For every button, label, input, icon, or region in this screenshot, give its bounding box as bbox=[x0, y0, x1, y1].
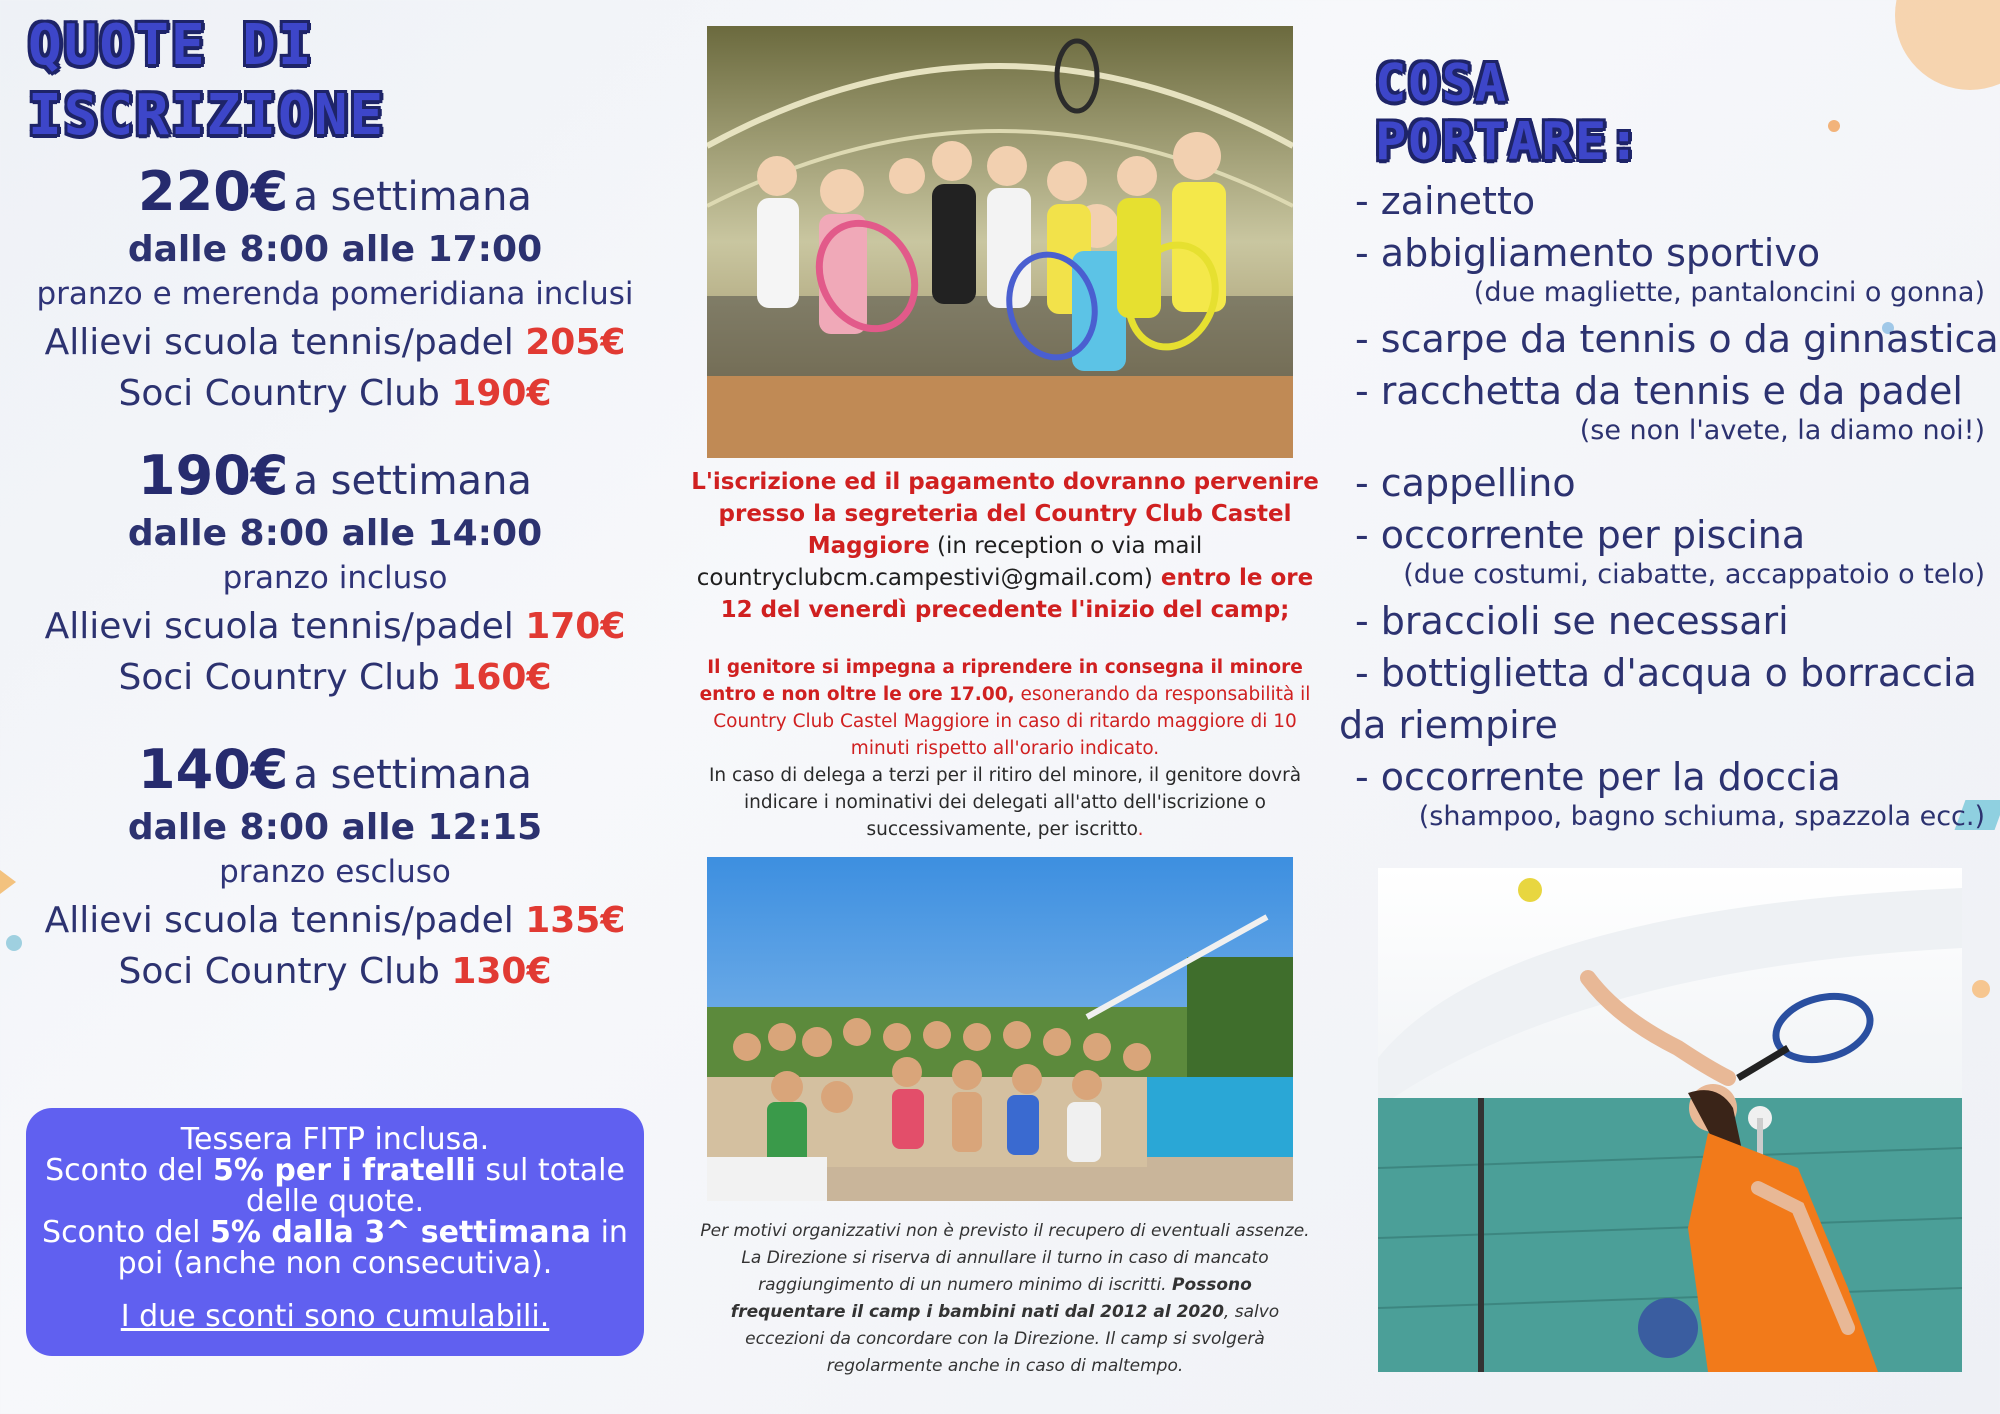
decor-dot-orange-right bbox=[1972, 980, 1990, 998]
members-price-line: Soci Country Club 160€ bbox=[118, 657, 552, 698]
members-price-line: Soci Country Club 130€ bbox=[118, 951, 552, 992]
fitp-included: Tessera FITP inclusa. bbox=[180, 1122, 490, 1157]
plan-morning bbox=[0, 738, 670, 992]
fees-heading-line1: QUOTE DI bbox=[28, 13, 314, 78]
list-item: da riempire bbox=[1339, 703, 1558, 747]
registration-notice: L'iscrizione ed il pagamento dovranno pervenire presso la segreteria del Country Club Castel Maggiore (in reception o via mail countryclubcm.campestivi@gmail.com) entro le ore 12 del venerdì precedente l'inizio del camp; bbox=[691, 469, 1319, 623]
fees-heading bbox=[28, 13, 386, 148]
photo-pool-group bbox=[707, 857, 1293, 1201]
decor-circle-topright bbox=[1895, 0, 2000, 90]
delegate-notice: In caso di delega a terzi per il ritiro del minore, il genitore dovrà indicare i nominativi dei delegati all'atto dell'iscrizione o successivamente, per iscritto bbox=[708, 765, 1302, 840]
list-item: - occorrente per piscina bbox=[1355, 513, 1806, 557]
bring-heading bbox=[1375, 54, 1642, 172]
plan-hours: dalle 8:00 alle 12:15 bbox=[127, 807, 543, 848]
bring-heading-line2: PORTARE: bbox=[1375, 112, 1642, 172]
plan-hours: dalle 8:00 alle 14:00 bbox=[127, 513, 543, 554]
sibling-discount: 5% per i fratelli bbox=[213, 1153, 476, 1188]
students-price-line: Allievi scuola tennis/padel 170€ bbox=[44, 606, 626, 647]
list-item-note: (shampoo, bagno schiuma, spazzola ecc.) bbox=[1418, 801, 1985, 832]
decor-dot-orange bbox=[1828, 120, 1840, 132]
list-item: - zainetto bbox=[1355, 179, 1536, 223]
plan-price: 190€ bbox=[138, 444, 289, 507]
plan-per-week: a settimana bbox=[293, 174, 532, 220]
plan-meal: pranzo incluso bbox=[222, 560, 448, 596]
cumulative-note: I due sconti sono cumulabili. bbox=[120, 1299, 550, 1334]
pickup-notice: Il genitore si impegna a riprendere in consegna il minore entro e non oltre le ore 17.00, esonerando da responsabilità il Country Club Castel Maggiore in caso di ritardo maggiore di 10 minuti rispetto all'orario indicato. In caso di delega a terzi per il ritiro del minore, il genitore dovrà indicare i nominativi dei delegati all'atto dell'iscrizione o successivamente, per iscritto. bbox=[699, 657, 1311, 840]
bring-list bbox=[1339, 178, 1999, 834]
plan-full-day bbox=[0, 160, 670, 414]
plan-price: 220€ bbox=[138, 160, 289, 223]
students-price-line: Allievi scuola tennis/padel 135€ bbox=[44, 900, 626, 941]
fee-plans bbox=[0, 160, 670, 1022]
fees-heading-line2: ISCRIZIONE bbox=[28, 83, 386, 148]
plan-per-week: a settimana bbox=[293, 752, 532, 798]
plan-meal: pranzo escluso bbox=[219, 854, 451, 890]
list-item: - scarpe da tennis o da ginnastica bbox=[1355, 317, 1999, 361]
plan-half-day-lunch bbox=[0, 444, 670, 698]
list-item: - abbigliamento sportivo bbox=[1355, 231, 1821, 275]
discount-box: Tessera FITP inclusa. Sconto del 5% per i fratelli sul totale delle quote. Sconto del 5% dalla 3^ settimana in poi (anche non consecutiva). I due sconti sono cumulabili. bbox=[26, 1108, 644, 1356]
photo-tennis-kids bbox=[707, 26, 1293, 458]
list-item: - cappellino bbox=[1355, 461, 1576, 505]
list-item: - braccioli se necessari bbox=[1355, 599, 1789, 643]
list-item: - occorrente per la doccia bbox=[1355, 755, 1841, 799]
age-requirement: Possono frequentare il camp i bambini nati dal 2012 al 2020 bbox=[730, 1275, 1252, 1322]
members-price-line: Soci Country Club 190€ bbox=[118, 373, 552, 414]
students-price-line: Allievi scuola tennis/padel 205€ bbox=[44, 322, 626, 363]
list-item-note: (due magliette, pantaloncini o gonna) bbox=[1473, 277, 1985, 308]
bring-heading-line1: COSA bbox=[1375, 54, 1509, 114]
list-item-note: (se non l'avete, la diamo noi!) bbox=[1579, 415, 1985, 446]
list-item: - racchetta da tennis e da padel bbox=[1355, 369, 1963, 413]
terms-note: Per motivi organizzativi non è previsto il recupero di eventuali assenze. La Direzione si riserva di annullare il turno in caso di mancato raggiungimento di un numero minimo di iscritti. Possono frequentare il camp i bambini nati dal 2012 al 2020, salvo eccezioni da concordare con la Direzione. Il camp si svolgerà regolarmente anche in caso di maltempo. bbox=[700, 1221, 1310, 1376]
list-item: - bottiglietta d'acqua o borraccia bbox=[1355, 651, 1977, 695]
plan-per-week: a settimana bbox=[293, 458, 532, 504]
plan-hours: dalle 8:00 alle 17:00 bbox=[127, 229, 543, 270]
list-item-note: (due costumi, ciabatte, accappatoio o telo) bbox=[1403, 559, 1985, 590]
third-week-discount: 5% dalla 3^ settimana bbox=[209, 1215, 592, 1250]
photo-tennis-serve bbox=[1378, 868, 1962, 1372]
plan-price: 140€ bbox=[138, 738, 289, 801]
plan-meal: pranzo e merenda pomeridiana inclusi bbox=[36, 276, 634, 312]
